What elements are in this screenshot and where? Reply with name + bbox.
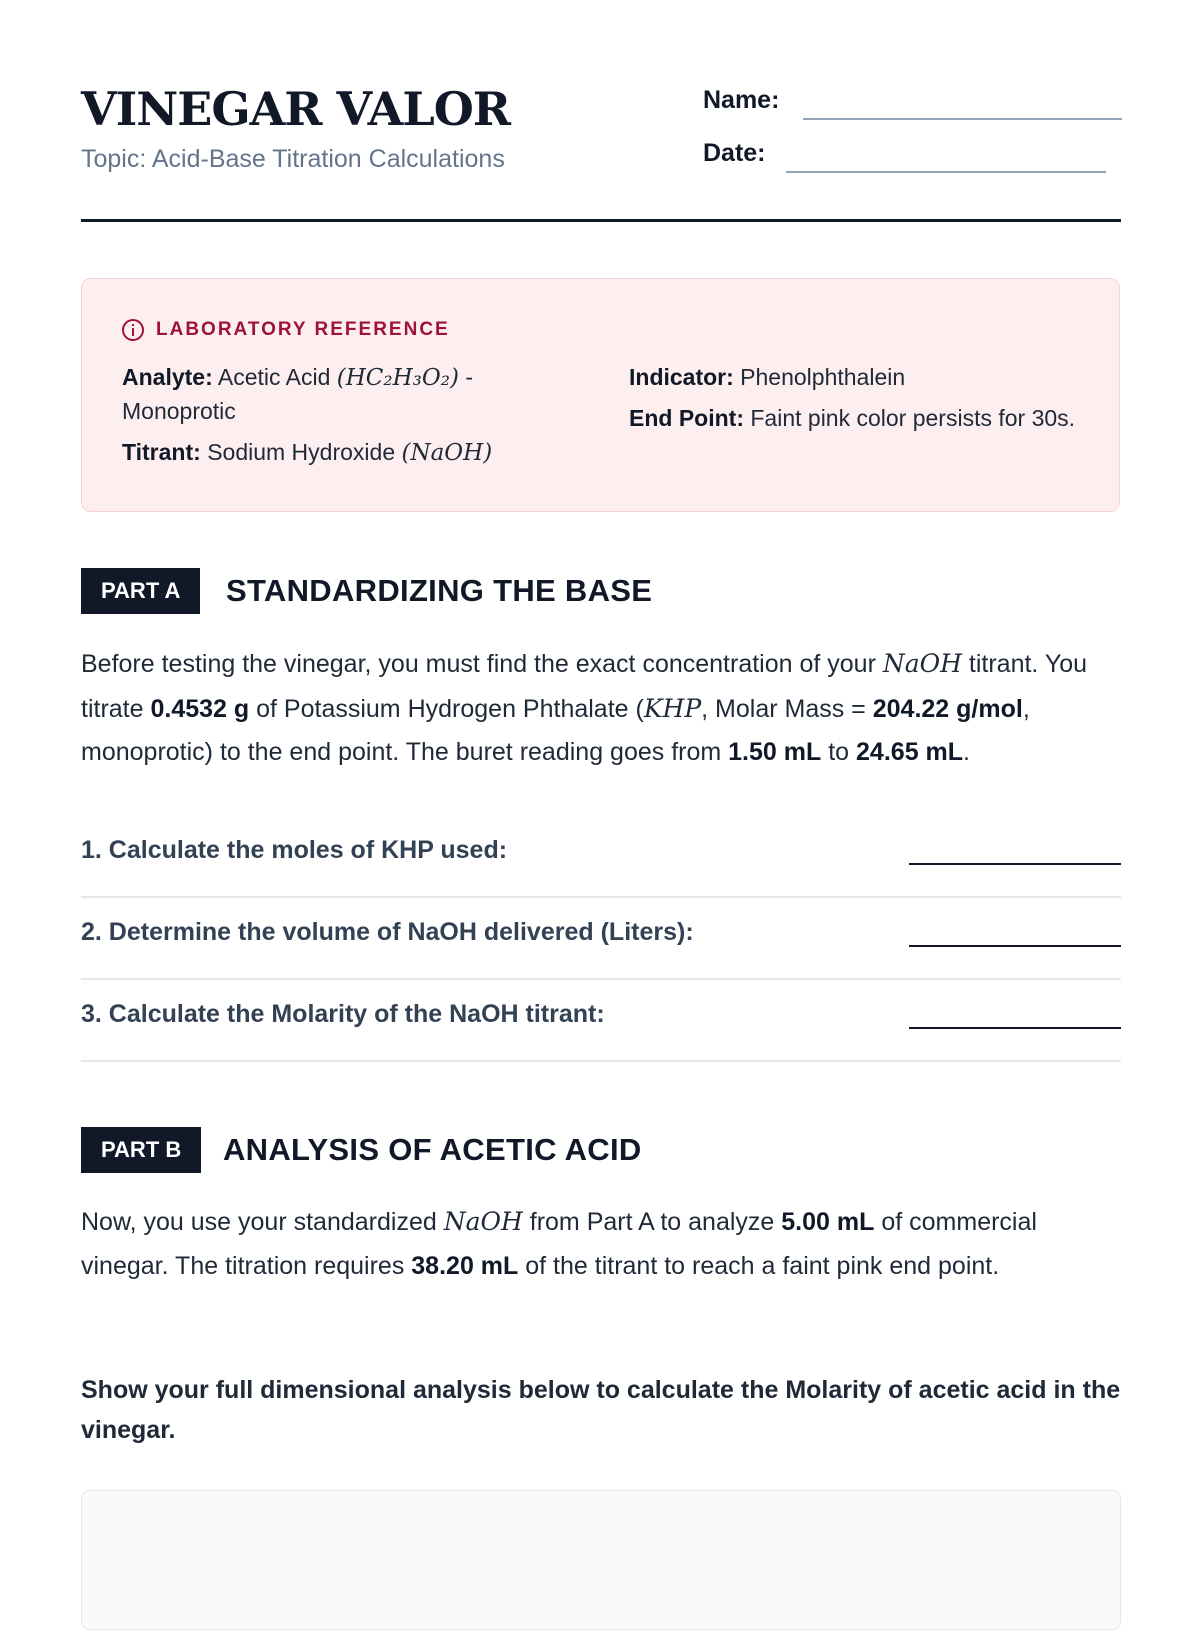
part-b-title: ANALYSIS OF ACETIC ACID xyxy=(223,1132,642,1167)
endpoint-line: End Point: Faint pink color persists for 30s. xyxy=(629,405,1076,431)
date-field[interactable] xyxy=(786,171,1106,173)
question-text: 2. Determine the volume of NaOH delivered (Liters): xyxy=(81,918,694,946)
answer-blank[interactable] xyxy=(909,1027,1121,1029)
analyte-formula: (HC₂H₃O₂) xyxy=(336,365,459,391)
work-instruction: Show your full dimensional analysis below to calculate the Molarity of acetic acid in the vinegar. xyxy=(81,1376,1121,1444)
answer-blank[interactable] xyxy=(909,863,1121,865)
info-icon xyxy=(122,319,144,341)
question-row xyxy=(81,900,1121,980)
reference-left-column xyxy=(122,361,562,478)
part-a-description: Before testing the vinegar, you must find the exact concentration of your NaOH titrant. You titrate 0.4532 g of Potassium Hydrogen Phthalate (KHP, Molar Mass = 204.22 g/mol, monoprotic) to the end point. The buret reading goes from 1.50 mL to 24.65 mL. xyxy=(81,649,1088,766)
work-space[interactable] xyxy=(81,1490,1121,1630)
part-b-badge: PART B xyxy=(81,1127,201,1173)
question-text: 1. Calculate the moles of KHP used: xyxy=(81,836,508,864)
question-text: 3. Calculate the Molarity of the NaOH titrant: xyxy=(81,1000,605,1028)
part-a-badge: PART A xyxy=(81,568,200,614)
worksheet-title: VINEGAR VALOR xyxy=(81,82,510,136)
part-a-title: STANDARDIZING THE BASE xyxy=(226,573,653,608)
reference-right-column xyxy=(629,361,1079,443)
header-divider xyxy=(81,219,1121,222)
date-label: Date: xyxy=(703,139,766,167)
name-label: Name: xyxy=(703,86,780,114)
analyte-line: Analyte: Acetic Acid (HC₂H₃O₂) - Monoprotic xyxy=(122,364,474,424)
part-b-description: Now, you use your standardized NaOH from Part A to analyze 5.00 mL of commercial vinegar. The titration requires 38.20 mL of the titrant to reach a faint pink end point. xyxy=(81,1207,1037,1280)
titrant-formula: (NaOH) xyxy=(401,440,493,466)
titrant-line: Titrant: Sodium Hydroxide (NaOH) xyxy=(122,439,493,466)
reference-heading xyxy=(122,319,450,341)
name-field[interactable] xyxy=(803,118,1122,120)
indicator-line: Indicator: Phenolphthalein xyxy=(629,364,906,390)
question-row xyxy=(81,818,1121,898)
topic-subtitle: Topic: Acid-Base Titration Calculations xyxy=(81,145,505,173)
answer-blank[interactable] xyxy=(909,945,1121,947)
reference-title: LABORATORY REFERENCE xyxy=(156,319,450,340)
question-row xyxy=(81,982,1121,1062)
laboratory-reference-box xyxy=(81,278,1120,512)
